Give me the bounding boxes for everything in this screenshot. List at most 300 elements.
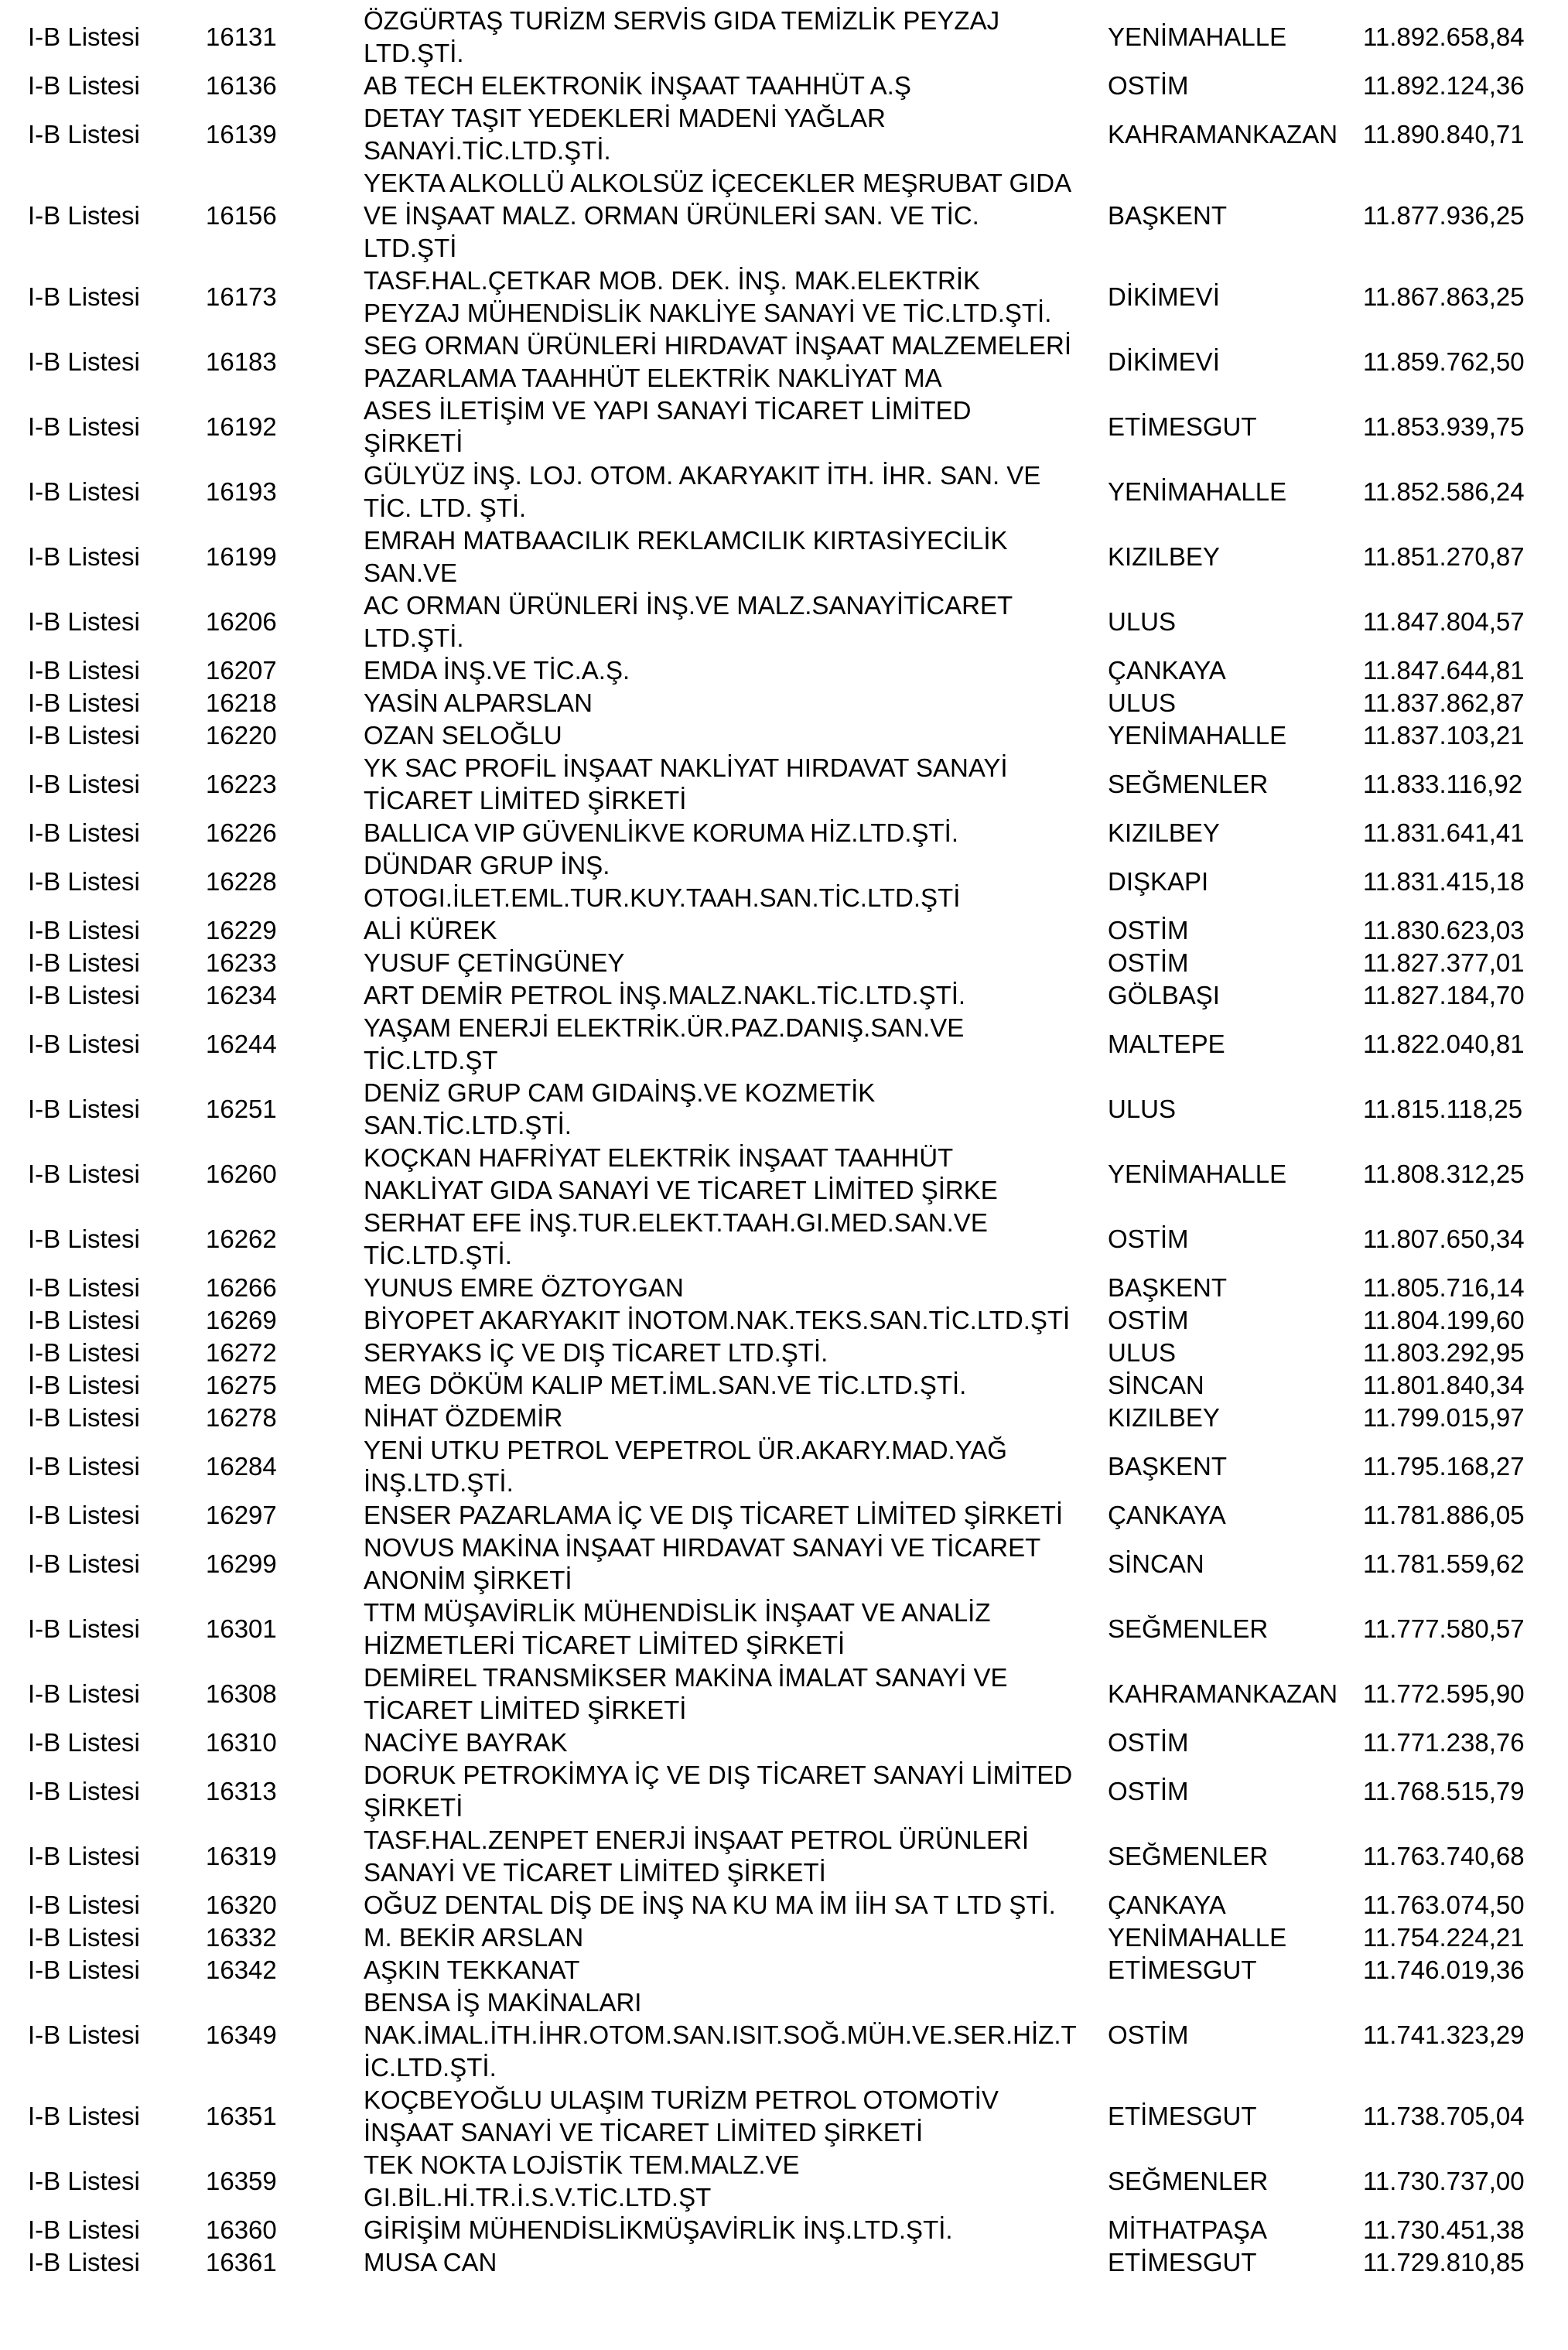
record-number-cell bbox=[206, 330, 364, 395]
amount-cell bbox=[1363, 817, 1568, 849]
list-type-text: I-B Listesi bbox=[28, 867, 140, 896]
company-name-cell bbox=[364, 395, 1108, 459]
amount-text: 11.815.118,25 bbox=[1363, 1095, 1523, 1123]
region-text: ULUS bbox=[1108, 607, 1177, 636]
list-type-cell bbox=[0, 1337, 206, 1369]
region-cell bbox=[1108, 914, 1363, 947]
amount-text: 11.831.415,18 bbox=[1363, 867, 1525, 896]
list-type-cell bbox=[0, 2246, 206, 2279]
region-cell bbox=[1108, 589, 1363, 654]
company-name-cell bbox=[364, 1207, 1108, 1272]
record-number-text: 16310 bbox=[206, 1728, 277, 1757]
list-type-text: I-B Listesi bbox=[28, 721, 140, 750]
region-cell bbox=[1108, 459, 1363, 524]
region-text: SEĞMENLER bbox=[1108, 1614, 1269, 1643]
company-name-cell bbox=[364, 1759, 1108, 1824]
amount-cell bbox=[1363, 1532, 1568, 1597]
region-cell bbox=[1108, 5, 1363, 70]
amount-cell bbox=[1363, 1921, 1568, 1954]
region-text: DİKİMEVİ bbox=[1108, 347, 1220, 376]
amount-text: 11.795.168,27 bbox=[1363, 1452, 1525, 1481]
record-number-cell bbox=[206, 1142, 364, 1207]
list-type-text: I-B Listesi bbox=[28, 1923, 140, 1952]
record-number-text: 16284 bbox=[206, 1452, 277, 1481]
list-type-cell bbox=[0, 979, 206, 1012]
table-row bbox=[0, 1824, 1568, 1889]
company-name-text: NİHAT ÖZDEMİR bbox=[364, 1403, 563, 1432]
record-number-cell bbox=[206, 1759, 364, 1824]
region-cell bbox=[1108, 1434, 1363, 1499]
region-cell bbox=[1108, 2214, 1363, 2246]
record-number-cell bbox=[206, 1369, 364, 1402]
company-name-text: YASİN ALPARSLAN bbox=[364, 688, 593, 717]
record-number-text: 16131 bbox=[206, 22, 277, 51]
amount-text: 11.827.377,01 bbox=[1363, 948, 1525, 977]
company-name-text: EMRAH MATBAACILIK REKLAMCILIK KIRTASİYECİLİK SAN.VE bbox=[364, 526, 1008, 587]
record-number-text: 16218 bbox=[206, 688, 277, 717]
company-name-text: AC ORMAN ÜRÜNLERİ İNŞ.VE MALZ.SANAYİTİCARET LTD.ŞTİ. bbox=[364, 591, 1013, 652]
region-text: ETİMESGUT bbox=[1108, 1955, 1257, 1984]
list-type-text: I-B Listesi bbox=[28, 1728, 140, 1757]
list-type-text: I-B Listesi bbox=[28, 1891, 140, 1919]
record-number-text: 16156 bbox=[206, 201, 277, 230]
list-type-cell bbox=[0, 1727, 206, 1759]
amount-text: 11.853.939,75 bbox=[1363, 412, 1525, 441]
amount-cell bbox=[1363, 1369, 1568, 1402]
company-name-text: MEG DÖKÜM KALIP MET.İML.SAN.VE TİC.LTD.ŞTİ. bbox=[364, 1371, 967, 1399]
list-type-text: I-B Listesi bbox=[28, 916, 140, 944]
amount-text: 11.799.015,97 bbox=[1363, 1403, 1525, 1432]
company-name-text: ÖZGÜRTAŞ TURİZM SERVİS GIDA TEMİZLİK PEYZAJ LTD.ŞTİ. bbox=[364, 6, 1000, 67]
amount-cell bbox=[1363, 70, 1568, 102]
company-name-text: EMDA İNŞ.VE TİC.A.Ş. bbox=[364, 656, 630, 685]
company-list-table bbox=[0, 5, 1568, 2279]
company-name-text: YAŞAM ENERJİ ELEKTRİK.ÜR.PAZ.DANIŞ.SAN.VE TİC.LTD.ŞT bbox=[364, 1013, 965, 1074]
region-text: BAŞKENT bbox=[1108, 201, 1228, 230]
amount-text: 11.781.886,05 bbox=[1363, 1501, 1525, 1529]
table-row bbox=[0, 817, 1568, 849]
company-name-text: AŞKIN TEKKANAT bbox=[364, 1955, 580, 1984]
list-type-cell bbox=[0, 1824, 206, 1889]
company-name-text: DORUK PETROKİMYA İÇ VE DIŞ TİCARET SANAYİ LİMİTED ŞİRKETİ bbox=[364, 1761, 1073, 1822]
company-name-cell bbox=[364, 330, 1108, 395]
region-text: OSTİM bbox=[1108, 1728, 1189, 1757]
amount-text: 11.830.623,03 bbox=[1363, 916, 1525, 944]
record-number-cell bbox=[206, 979, 364, 1012]
amount-cell bbox=[1363, 5, 1568, 70]
list-type-text: I-B Listesi bbox=[28, 71, 140, 100]
region-text: MALTEPE bbox=[1108, 1030, 1225, 1058]
list-type-cell bbox=[0, 167, 206, 265]
record-number-cell bbox=[206, 167, 364, 265]
record-number-text: 16301 bbox=[206, 1614, 277, 1643]
amount-cell bbox=[1363, 979, 1568, 1012]
amount-text: 11.807.650,34 bbox=[1363, 1225, 1525, 1253]
record-number-cell bbox=[206, 1889, 364, 1921]
company-name-text: GÜLYÜZ İNŞ. LOJ. OTOM. AKARYAKIT İTH. İHR. SAN. VE TİC. LTD. ŞTİ. bbox=[364, 461, 1041, 522]
amount-text: 11.847.804,57 bbox=[1363, 607, 1525, 636]
amount-text: 11.837.862,87 bbox=[1363, 688, 1525, 717]
record-number-cell bbox=[206, 5, 364, 70]
record-number-text: 16207 bbox=[206, 656, 277, 685]
record-number-text: 16244 bbox=[206, 1030, 277, 1058]
company-name-text: NOVUS MAKİNA İNŞAAT HIRDAVAT SANAYİ VE TİCARET ANONİM ŞİRKETİ bbox=[364, 1533, 1041, 1594]
amount-text: 11.772.595,90 bbox=[1363, 1679, 1525, 1708]
list-type-text: I-B Listesi bbox=[28, 412, 140, 441]
region-text: YENİMAHALLE bbox=[1108, 1923, 1287, 1952]
table-row bbox=[0, 849, 1568, 914]
record-number-text: 16233 bbox=[206, 948, 277, 977]
record-number-cell bbox=[206, 1986, 364, 2084]
company-name-cell bbox=[364, 2214, 1108, 2246]
table-row bbox=[0, 1369, 1568, 1402]
table-row bbox=[0, 589, 1568, 654]
record-number-text: 16359 bbox=[206, 2167, 277, 2195]
list-type-cell bbox=[0, 849, 206, 914]
amount-cell bbox=[1363, 914, 1568, 947]
record-number-text: 16332 bbox=[206, 1923, 277, 1952]
amount-cell bbox=[1363, 1142, 1568, 1207]
company-name-text: TASF.HAL.ZENPET ENERJİ İNŞAAT PETROL ÜRÜNLERİ SANAYİ VE TİCARET LİMİTED ŞİRKETİ bbox=[364, 1826, 1030, 1887]
amount-text: 11.763.740,68 bbox=[1363, 1842, 1525, 1870]
region-cell bbox=[1108, 687, 1363, 719]
record-number-text: 16313 bbox=[206, 1777, 277, 1805]
record-number-cell bbox=[206, 589, 364, 654]
region-text: SEĞMENLER bbox=[1108, 2167, 1269, 2195]
record-number-cell bbox=[206, 265, 364, 330]
table-row bbox=[0, 2214, 1568, 2246]
company-name-text: ASES İLETİŞİM VE YAPI SANAYİ TİCARET LİMİTED ŞİRKETİ bbox=[364, 396, 972, 457]
region-cell bbox=[1108, 102, 1363, 167]
record-number-cell bbox=[206, 654, 364, 687]
list-type-text: I-B Listesi bbox=[28, 1452, 140, 1481]
region-cell bbox=[1108, 1499, 1363, 1532]
company-name-cell bbox=[364, 1272, 1108, 1304]
record-number-cell bbox=[206, 1499, 364, 1532]
list-type-cell bbox=[0, 524, 206, 589]
table-row bbox=[0, 947, 1568, 979]
region-text: ULUS bbox=[1108, 1095, 1177, 1123]
amount-text: 11.822.040,81 bbox=[1363, 1030, 1525, 1058]
list-type-text: I-B Listesi bbox=[28, 1955, 140, 1984]
list-type-text: I-B Listesi bbox=[28, 542, 140, 571]
company-name-cell bbox=[364, 589, 1108, 654]
company-name-cell bbox=[364, 849, 1108, 914]
list-type-cell bbox=[0, 947, 206, 979]
company-name-text: TASF.HAL.ÇETKAR MOB. DEK. İNŞ. MAK.ELEKTRİK PEYZAJ MÜHENDİSLİK NAKLİYE SANAYİ VE TİC.LTD.ŞTİ. bbox=[364, 266, 1052, 327]
region-cell bbox=[1108, 1369, 1363, 1402]
table-row bbox=[0, 1921, 1568, 1954]
amount-cell bbox=[1363, 524, 1568, 589]
region-cell bbox=[1108, 1824, 1363, 1889]
record-number-cell bbox=[206, 2214, 364, 2246]
region-cell bbox=[1108, 979, 1363, 1012]
region-text: DIŞKAPI bbox=[1108, 867, 1209, 896]
list-type-text: I-B Listesi bbox=[28, 1777, 140, 1805]
amount-cell bbox=[1363, 947, 1568, 979]
region-text: OSTİM bbox=[1108, 2020, 1189, 2049]
company-name-cell bbox=[364, 524, 1108, 589]
record-number-text: 16272 bbox=[206, 1338, 277, 1367]
company-name-cell bbox=[364, 70, 1108, 102]
company-name-cell bbox=[364, 1889, 1108, 1921]
record-number-text: 16223 bbox=[206, 770, 277, 798]
amount-text: 11.851.270,87 bbox=[1363, 542, 1525, 571]
record-number-cell bbox=[206, 102, 364, 167]
table-row bbox=[0, 1434, 1568, 1499]
table-row bbox=[0, 2149, 1568, 2214]
company-name-cell bbox=[364, 459, 1108, 524]
company-name-cell bbox=[364, 1662, 1108, 1727]
amount-cell bbox=[1363, 1954, 1568, 1986]
record-number-cell bbox=[206, 1662, 364, 1727]
company-name-cell bbox=[364, 979, 1108, 1012]
record-number-cell bbox=[206, 1824, 364, 1889]
list-type-cell bbox=[0, 5, 206, 70]
company-name-cell bbox=[364, 1369, 1108, 1402]
region-cell bbox=[1108, 1012, 1363, 1077]
amount-text: 11.827.184,70 bbox=[1363, 981, 1525, 1009]
table-row bbox=[0, 2084, 1568, 2149]
list-type-cell bbox=[0, 2214, 206, 2246]
table-row bbox=[0, 979, 1568, 1012]
company-name-text: YUNUS EMRE ÖZTOYGAN bbox=[364, 1273, 684, 1302]
amount-text: 11.859.762,50 bbox=[1363, 347, 1525, 376]
company-name-text: DÜNDAR GRUP İNŞ. OTOGI.İLET.EML.TUR.KUY.TAAH.SAN.TİC.LTD.ŞTİ bbox=[364, 851, 961, 912]
region-text: ETİMESGUT bbox=[1108, 2248, 1257, 2277]
amount-cell bbox=[1363, 1662, 1568, 1727]
table-row bbox=[0, 719, 1568, 752]
region-text: OSTİM bbox=[1108, 1306, 1189, 1334]
region-text: KIZILBEY bbox=[1108, 818, 1220, 847]
record-number-text: 16320 bbox=[206, 1891, 277, 1919]
record-number-cell bbox=[206, 524, 364, 589]
amount-text: 11.781.559,62 bbox=[1363, 1549, 1525, 1578]
record-number-text: 16361 bbox=[206, 2248, 277, 2277]
table-row bbox=[0, 1402, 1568, 1434]
list-type-cell bbox=[0, 752, 206, 817]
list-type-text: I-B Listesi bbox=[28, 607, 140, 636]
company-name-text: NACİYE BAYRAK bbox=[364, 1728, 568, 1757]
region-cell bbox=[1108, 1272, 1363, 1304]
region-text: GÖLBAŞI bbox=[1108, 981, 1220, 1009]
region-cell bbox=[1108, 1597, 1363, 1662]
company-name-text: MUSA CAN bbox=[364, 2248, 497, 2277]
list-type-cell bbox=[0, 1142, 206, 1207]
region-cell bbox=[1108, 1889, 1363, 1921]
region-cell bbox=[1108, 1921, 1363, 1954]
amount-cell bbox=[1363, 102, 1568, 167]
amount-text: 11.729.810,85 bbox=[1363, 2248, 1525, 2277]
region-cell bbox=[1108, 2149, 1363, 2214]
region-cell bbox=[1108, 1986, 1363, 2084]
record-number-text: 16183 bbox=[206, 347, 277, 376]
list-type-text: I-B Listesi bbox=[28, 1306, 140, 1334]
company-name-cell bbox=[364, 1727, 1108, 1759]
amount-text: 11.777.580,57 bbox=[1363, 1614, 1525, 1643]
list-type-cell bbox=[0, 1369, 206, 1402]
amount-text: 11.805.716,14 bbox=[1363, 1273, 1525, 1302]
list-type-text: I-B Listesi bbox=[28, 2248, 140, 2277]
amount-text: 11.801.840,34 bbox=[1363, 1371, 1525, 1399]
table-row bbox=[0, 2246, 1568, 2279]
record-number-text: 16297 bbox=[206, 1501, 277, 1529]
region-cell bbox=[1108, 167, 1363, 265]
region-text: YENİMAHALLE bbox=[1108, 477, 1287, 506]
list-type-cell bbox=[0, 1759, 206, 1824]
record-number-cell bbox=[206, 1304, 364, 1337]
table-row bbox=[0, 1986, 1568, 2084]
region-text: YENİMAHALLE bbox=[1108, 22, 1287, 51]
record-number-cell bbox=[206, 687, 364, 719]
region-cell bbox=[1108, 1727, 1363, 1759]
amount-cell bbox=[1363, 1402, 1568, 1434]
list-type-cell bbox=[0, 1662, 206, 1727]
company-name-text: ENSER PAZARLAMA İÇ VE DIŞ TİCARET LİMİTED ŞİRKETİ bbox=[364, 1501, 1064, 1529]
record-number-text: 16192 bbox=[206, 412, 277, 441]
amount-cell bbox=[1363, 719, 1568, 752]
table-row bbox=[0, 70, 1568, 102]
list-type-text: I-B Listesi bbox=[28, 1160, 140, 1188]
list-type-text: I-B Listesi bbox=[28, 1030, 140, 1058]
region-text: OSTİM bbox=[1108, 1225, 1189, 1253]
region-cell bbox=[1108, 752, 1363, 817]
amount-cell bbox=[1363, 2214, 1568, 2246]
list-type-cell bbox=[0, 1532, 206, 1597]
list-type-cell bbox=[0, 914, 206, 947]
list-type-cell bbox=[0, 1304, 206, 1337]
region-cell bbox=[1108, 947, 1363, 979]
list-type-cell bbox=[0, 459, 206, 524]
company-name-cell bbox=[364, 1434, 1108, 1499]
list-type-cell bbox=[0, 265, 206, 330]
region-cell bbox=[1108, 2084, 1363, 2149]
company-name-text: YUSUF ÇETİNGÜNEY bbox=[364, 948, 625, 977]
list-type-cell bbox=[0, 102, 206, 167]
record-number-cell bbox=[206, 459, 364, 524]
company-name-cell bbox=[364, 687, 1108, 719]
region-text: KAHRAMANKAZAN bbox=[1108, 1679, 1338, 1708]
table-row bbox=[0, 1304, 1568, 1337]
company-name-cell bbox=[364, 817, 1108, 849]
amount-text: 11.730.451,38 bbox=[1363, 2215, 1525, 2244]
company-name-cell bbox=[364, 1337, 1108, 1369]
amount-cell bbox=[1363, 1304, 1568, 1337]
list-type-text: I-B Listesi bbox=[28, 1501, 140, 1529]
amount-text: 11.867.863,25 bbox=[1363, 282, 1525, 311]
record-number-text: 16269 bbox=[206, 1306, 277, 1334]
company-name-text: ALİ KÜREK bbox=[364, 916, 497, 944]
list-type-text: I-B Listesi bbox=[28, 1273, 140, 1302]
region-cell bbox=[1108, 524, 1363, 589]
list-type-cell bbox=[0, 2084, 206, 2149]
amount-cell bbox=[1363, 330, 1568, 395]
amount-cell bbox=[1363, 687, 1568, 719]
amount-cell bbox=[1363, 589, 1568, 654]
list-type-text: I-B Listesi bbox=[28, 656, 140, 685]
company-name-cell bbox=[364, 1304, 1108, 1337]
region-cell bbox=[1108, 849, 1363, 914]
table-row bbox=[0, 330, 1568, 395]
region-cell bbox=[1108, 1077, 1363, 1142]
list-type-text: I-B Listesi bbox=[28, 201, 140, 230]
amount-cell bbox=[1363, 2084, 1568, 2149]
amount-text: 11.808.312,25 bbox=[1363, 1160, 1525, 1188]
list-type-cell bbox=[0, 719, 206, 752]
record-number-text: 16220 bbox=[206, 721, 277, 750]
region-text: OSTİM bbox=[1108, 71, 1189, 100]
list-type-text: I-B Listesi bbox=[28, 347, 140, 376]
list-type-cell bbox=[0, 1207, 206, 1272]
region-cell bbox=[1108, 654, 1363, 687]
company-name-cell bbox=[364, 1986, 1108, 2084]
region-text: ETİMESGUT bbox=[1108, 412, 1257, 441]
company-name-text: BİYOPET AKARYAKIT İNOTOM.NAK.TEKS.SAN.TİC.LTD.ŞTİ bbox=[364, 1306, 1071, 1334]
region-cell bbox=[1108, 1662, 1363, 1727]
record-number-text: 16266 bbox=[206, 1273, 277, 1302]
amount-cell bbox=[1363, 1499, 1568, 1532]
record-number-cell bbox=[206, 719, 364, 752]
record-number-cell bbox=[206, 2084, 364, 2149]
table-row bbox=[0, 524, 1568, 589]
list-type-cell bbox=[0, 1597, 206, 1662]
amount-text: 11.831.641,41 bbox=[1363, 818, 1525, 847]
record-number-cell bbox=[206, 817, 364, 849]
record-number-text: 16349 bbox=[206, 2020, 277, 2049]
region-cell bbox=[1108, 1142, 1363, 1207]
company-name-cell bbox=[364, 752, 1108, 817]
table-row bbox=[0, 395, 1568, 459]
record-number-text: 16229 bbox=[206, 916, 277, 944]
record-number-text: 16319 bbox=[206, 1842, 277, 1870]
record-number-cell bbox=[206, 395, 364, 459]
list-type-cell bbox=[0, 1499, 206, 1532]
company-name-cell bbox=[364, 1402, 1108, 1434]
table-row bbox=[0, 5, 1568, 70]
list-type-text: I-B Listesi bbox=[28, 981, 140, 1009]
region-cell bbox=[1108, 1532, 1363, 1597]
company-name-cell bbox=[364, 1532, 1108, 1597]
record-number-cell bbox=[206, 1921, 364, 1954]
record-number-text: 16139 bbox=[206, 120, 277, 149]
company-name-text: KOÇBEYOĞLU ULAŞIM TURİZM PETROL OTOMOTİV İNŞAAT SANAYİ VE TİCARET LİMİTED ŞİRKETİ bbox=[364, 2085, 999, 2147]
list-type-text: I-B Listesi bbox=[28, 1403, 140, 1432]
region-text: ULUS bbox=[1108, 1338, 1177, 1367]
list-type-text: I-B Listesi bbox=[28, 1225, 140, 1253]
amount-cell bbox=[1363, 265, 1568, 330]
list-type-text: I-B Listesi bbox=[28, 1338, 140, 1367]
record-number-cell bbox=[206, 849, 364, 914]
region-text: ULUS bbox=[1108, 688, 1177, 717]
list-type-text: I-B Listesi bbox=[28, 1679, 140, 1708]
record-number-cell bbox=[206, 70, 364, 102]
region-text: KIZILBEY bbox=[1108, 1403, 1220, 1432]
region-cell bbox=[1108, 719, 1363, 752]
list-type-cell bbox=[0, 1954, 206, 1986]
company-name-cell bbox=[364, 1077, 1108, 1142]
amount-cell bbox=[1363, 654, 1568, 687]
company-name-text: TTM MÜŞAVİRLİK MÜHENDİSLİK İNŞAAT VE ANALİZ HİZMETLERİ TİCARET LİMİTED ŞİRKETİ bbox=[364, 1598, 991, 1659]
company-name-cell bbox=[364, 1597, 1108, 1662]
record-number-cell bbox=[206, 1727, 364, 1759]
region-text: MİTHATPAŞA bbox=[1108, 2215, 1267, 2244]
amount-text: 11.754.224,21 bbox=[1363, 1923, 1525, 1952]
list-type-cell bbox=[0, 330, 206, 395]
record-number-cell bbox=[206, 752, 364, 817]
amount-text: 11.741.323,29 bbox=[1363, 2020, 1525, 2049]
record-number-cell bbox=[206, 1272, 364, 1304]
record-number-text: 16193 bbox=[206, 477, 277, 506]
